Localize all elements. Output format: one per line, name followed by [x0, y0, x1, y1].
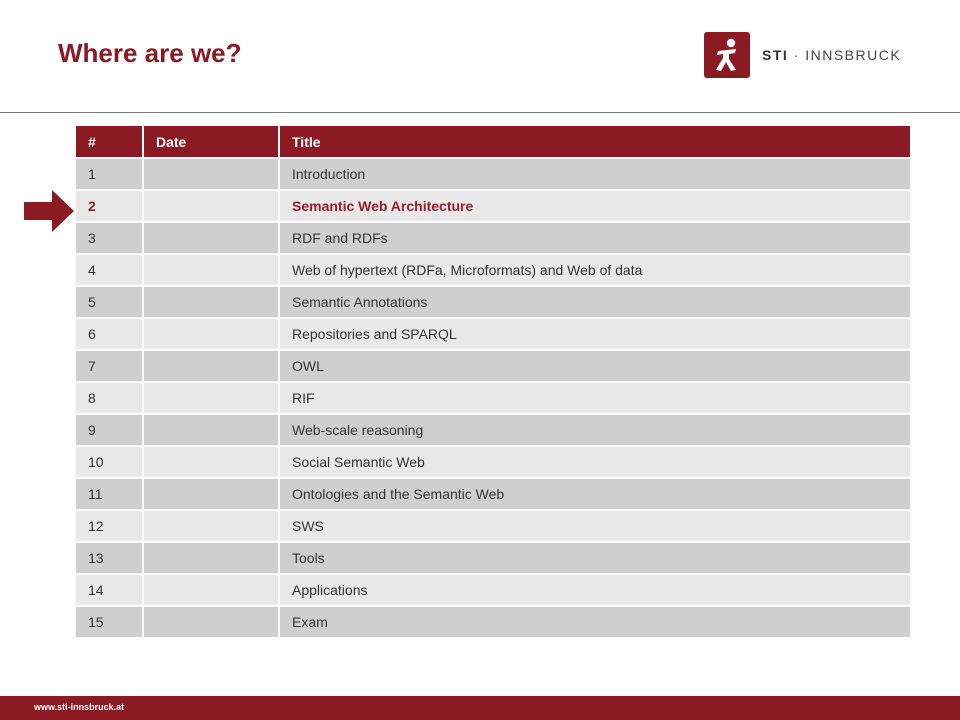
table-row	[76, 287, 912, 319]
table-row	[76, 479, 912, 511]
cell-date	[144, 351, 280, 383]
cell-number: 3	[76, 223, 144, 255]
table-row	[76, 255, 912, 287]
cell-number: 12	[76, 511, 144, 543]
cell-number: 4	[76, 255, 144, 287]
cell-title: Applications	[280, 575, 912, 607]
cell-date	[144, 159, 280, 191]
logo-separator: ·	[788, 47, 806, 63]
sti-innsbruck-logo	[704, 32, 901, 78]
table-row	[76, 447, 912, 479]
cell-date	[144, 543, 280, 575]
table-row	[76, 191, 912, 223]
table-row	[76, 319, 912, 351]
cell-number: 13	[76, 543, 144, 575]
cell-title: Ontologies and the Semantic Web	[280, 479, 912, 511]
table-row	[76, 607, 912, 639]
cell-title: Introduction	[280, 159, 912, 191]
cell-number: 11	[76, 479, 144, 511]
cell-number: 6	[76, 319, 144, 351]
column-header-title: Title	[280, 126, 912, 159]
cell-number: 9	[76, 415, 144, 447]
cell-date	[144, 223, 280, 255]
cell-date	[144, 255, 280, 287]
cell-title: Exam	[280, 607, 912, 639]
cell-date	[144, 191, 280, 223]
cell-title: Social Semantic Web	[280, 447, 912, 479]
cell-title: Repositories and SPARQL	[280, 319, 912, 351]
cell-number: 14	[76, 575, 144, 607]
cell-number: 2	[76, 191, 144, 223]
cell-date	[144, 447, 280, 479]
cell-date	[144, 383, 280, 415]
table-row	[76, 159, 912, 191]
table-row	[76, 223, 912, 255]
cell-date	[144, 319, 280, 351]
table-row	[76, 351, 912, 383]
cell-title: SWS	[280, 511, 912, 543]
cell-number: 8	[76, 383, 144, 415]
cell-number: 10	[76, 447, 144, 479]
cell-title: RIF	[280, 383, 912, 415]
cell-number: 1	[76, 159, 144, 191]
cell-number: 7	[76, 351, 144, 383]
table-row	[76, 575, 912, 607]
cell-title: Web-scale reasoning	[280, 415, 912, 447]
cell-number: 5	[76, 287, 144, 319]
footer-bar	[0, 696, 960, 720]
agenda-table	[76, 126, 912, 639]
cell-title: Tools	[280, 543, 912, 575]
sti-figure-icon	[704, 32, 750, 78]
table-row	[76, 543, 912, 575]
logo-text	[762, 47, 901, 63]
table-row	[76, 383, 912, 415]
cell-number: 15	[76, 607, 144, 639]
cell-date	[144, 575, 280, 607]
table-header-row	[76, 126, 912, 159]
right-arrow-icon	[24, 190, 74, 232]
header-divider	[0, 112, 960, 113]
logo-brand: STI	[762, 47, 789, 63]
cell-date	[144, 415, 280, 447]
table-row	[76, 511, 912, 543]
cell-date	[144, 511, 280, 543]
column-header-number: #	[76, 126, 144, 159]
cell-title: RDF and RDFs	[280, 223, 912, 255]
table-row	[76, 415, 912, 447]
cell-title: Web of hypertext (RDFa, Microformats) and Web of data	[280, 255, 912, 287]
slide-title: Where are we?	[58, 38, 242, 68]
cell-title: Semantic Web Architecture	[280, 191, 912, 223]
cell-title: Semantic Annotations	[280, 287, 912, 319]
cell-date	[144, 607, 280, 639]
cell-date	[144, 287, 280, 319]
column-header-date: Date	[144, 126, 280, 159]
logo-name: INNSBRUCK	[805, 47, 902, 63]
cell-date	[144, 479, 280, 511]
footer-url: www.sti-innsbruck.at	[34, 702, 125, 712]
cell-title: OWL	[280, 351, 912, 383]
